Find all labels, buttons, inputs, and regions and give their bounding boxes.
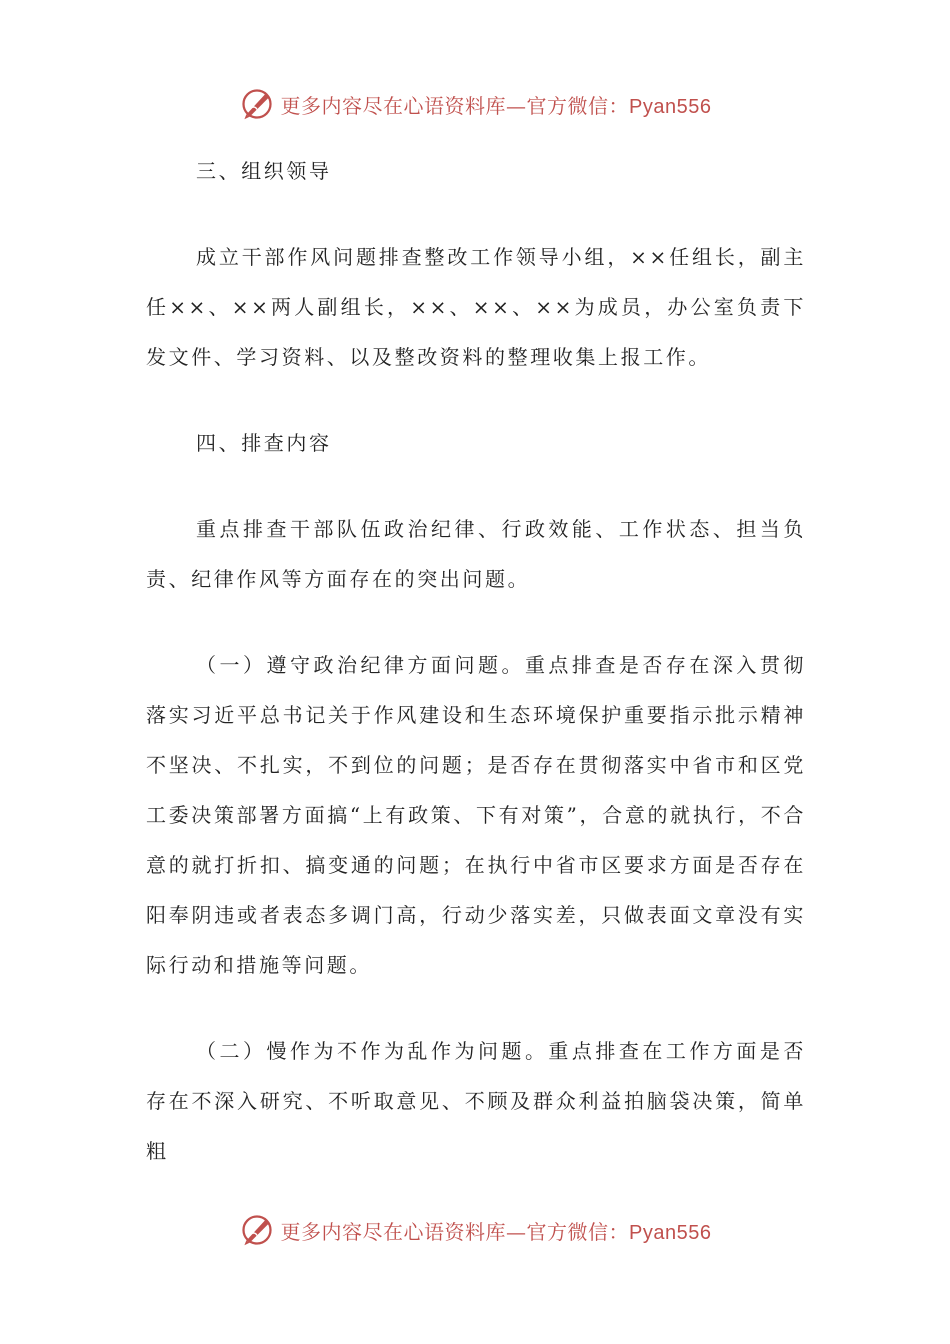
section-heading-4: 四、排查内容 bbox=[196, 431, 332, 455]
banner-dash: — bbox=[506, 1219, 527, 1244]
paragraph-political-discipline: （一）遵守政治纪律方面问题。重点排查是否存在深入贯彻落实习近平总书记关于作风建设和生态环境保护重要指示批示精神不坚决、不扎实，不到位的问题；是否存在贯彻落实中省市和区党工委决策部署方面搞“上有政策、下有对策”，合意的就执行，不合意的就打折扣、搞变通的问题；在执行中省市区要求方面是否存在阳奉阴违或者表态多调门高，行动少落实差，只做表面文章没有实际行动和措施等问题。 bbox=[146, 653, 806, 977]
banner-prefix: 更多内容尽在心语资料库 bbox=[280, 93, 507, 118]
section-heading-3: 三、组织领导 bbox=[196, 159, 332, 183]
banner-text bbox=[281, 90, 712, 119]
pen-logo-icon bbox=[239, 1212, 275, 1248]
banner-dash: — bbox=[506, 93, 527, 118]
footer-banner bbox=[0, 1210, 950, 1250]
paragraph-inaction: （二）慢作为不作为乱作为问题。重点排查在工作方面是否存在不深入研究、不听取意见、不顾及群众利益拍脑袋决策，简单粗 bbox=[146, 1039, 806, 1163]
banner-wechat-label: 官方微信： bbox=[526, 1219, 630, 1244]
pen-logo-icon bbox=[239, 86, 275, 122]
banner-prefix: 更多内容尽在心语资料库 bbox=[280, 1219, 507, 1244]
paragraph-leadership: 成立干部作风问题排查整改工作领导小组，××任组长，副主任××、××两人副组长，××、××、××为成员，办公室负责下发文件、学习资料、以及整改资料的整理收集上报工作。 bbox=[146, 245, 806, 369]
banner-wechat-label: 官方微信： bbox=[526, 93, 630, 118]
banner-wechat-id: Pyan556 bbox=[629, 1221, 712, 1244]
banner-wechat-id: Pyan556 bbox=[629, 95, 712, 118]
banner-text bbox=[281, 1216, 712, 1245]
paragraph-inspection-focus: 重点排查干部队伍政治纪律、行政效能、工作状态、担当负责、纪律作风等方面存在的突出问题。 bbox=[146, 517, 806, 591]
header-banner bbox=[0, 84, 950, 124]
document-body bbox=[146, 146, 806, 1176]
